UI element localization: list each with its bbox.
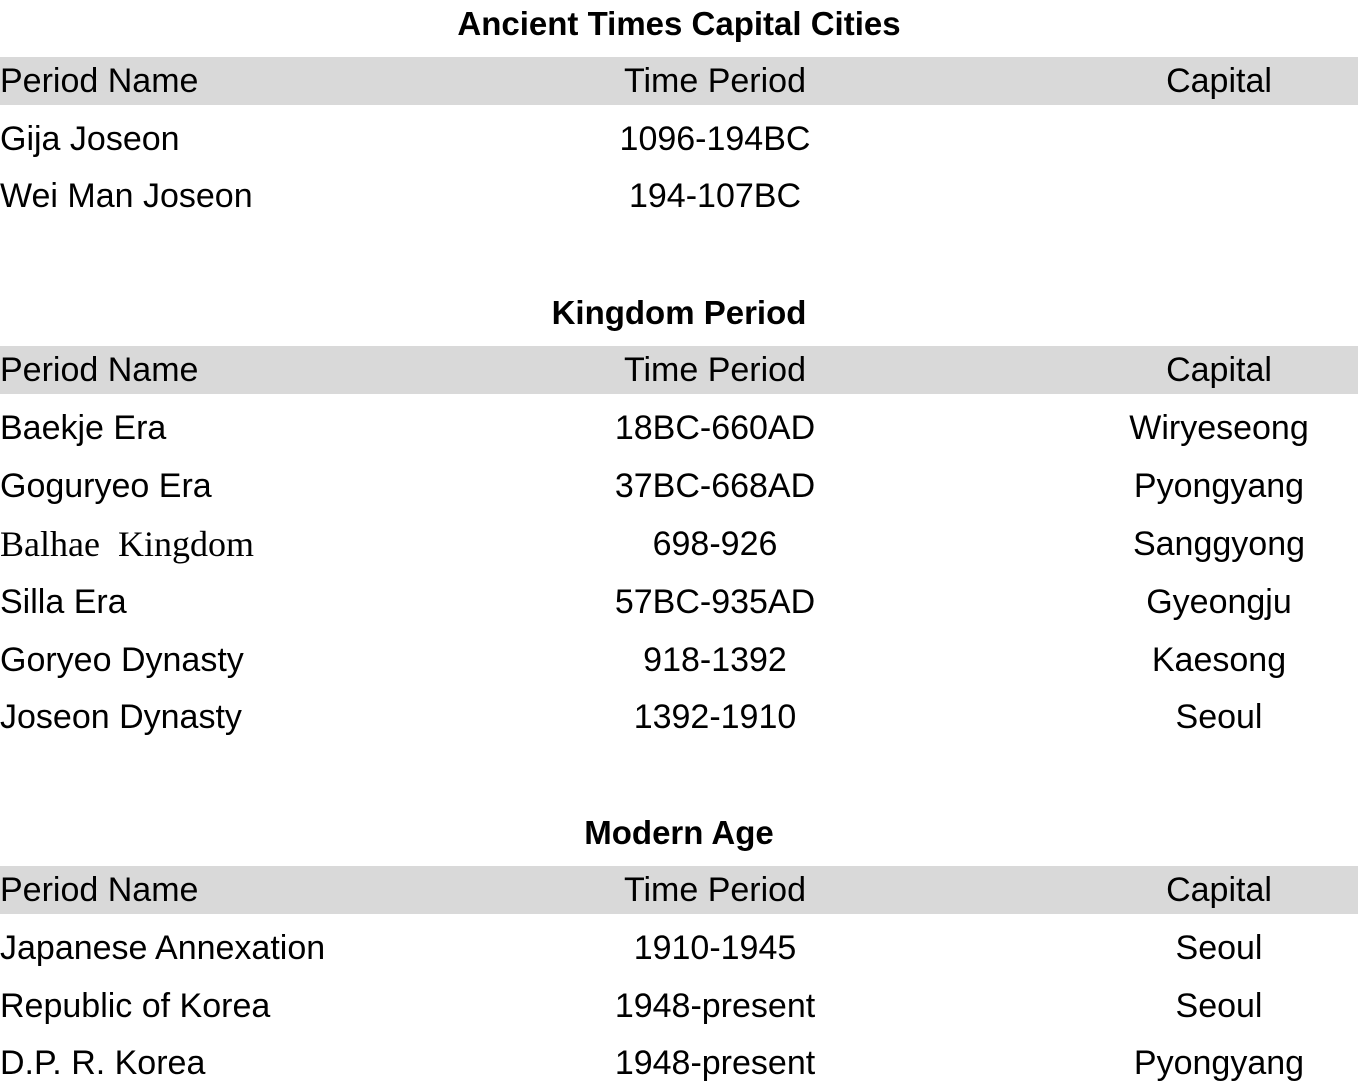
period-name-cell: Wei Man Joseon <box>0 177 253 215</box>
section-title-modern: Modern Age <box>584 814 774 851</box>
table-row <box>0 520 1358 568</box>
table-row <box>0 924 1358 972</box>
time-period-cell: 918-1392 <box>643 641 787 679</box>
capital-cell <box>1080 115 1358 163</box>
time-period-cell: 37BC-668AD <box>614 467 816 505</box>
time-period-cell: 1910-1945 <box>633 929 797 967</box>
section-title-ancient: Ancient Times Capital Cities <box>457 5 901 42</box>
time-period-cell: 1392-1910 <box>633 698 797 736</box>
time-period-cell: 57BC-935AD <box>614 583 816 621</box>
capital-cell: Sanggyong <box>1132 525 1306 563</box>
capital-cell: Seoul <box>1175 929 1263 967</box>
time-period-cell: 698-926 <box>652 525 778 563</box>
capital-cell: Pyongyang <box>1133 467 1305 505</box>
column-header-time-period: Time Period <box>623 62 807 100</box>
time-period-cell: 1948-present <box>614 1044 816 1082</box>
table-row <box>0 172 1358 220</box>
table-header-row <box>0 57 1358 105</box>
table-header-row <box>0 346 1358 394</box>
period-name-cell: Joseon Dynasty <box>0 698 242 736</box>
capital-cell: Gyeongju <box>1146 583 1292 621</box>
table-row <box>0 115 1358 163</box>
section-title-kingdom: Kingdom Period <box>551 294 807 331</box>
table-row <box>0 1039 1358 1087</box>
period-name-cell: Republic of Korea <box>0 987 271 1025</box>
period-name-cell: Goguryeo Era <box>0 467 212 505</box>
period-name-cell: Baekje Era <box>0 409 167 447</box>
capital-cell: Pyongyang <box>1133 1044 1305 1082</box>
column-header-period-name: Period Name <box>0 871 199 909</box>
capital-cell: Kaesong <box>1151 641 1287 679</box>
capital-cell: Seoul <box>1175 698 1263 736</box>
capital-cell <box>1080 172 1358 220</box>
period-name-cell: Balhae Kingdom <box>0 524 254 564</box>
time-period-cell: 1096-194BC <box>619 120 811 158</box>
column-header-period-name: Period Name <box>0 351 199 389</box>
column-header-capital: Capital <box>1166 62 1272 100</box>
table-row <box>0 404 1358 452</box>
column-header-time-period: Time Period <box>623 351 807 389</box>
table-header-row <box>0 866 1358 914</box>
table-row <box>0 982 1358 1030</box>
table-row <box>0 578 1358 626</box>
table-row <box>0 462 1358 510</box>
capital-cell: Wiryeseong <box>1129 409 1309 447</box>
time-period-cell: 1948-present <box>614 987 816 1025</box>
table-row <box>0 693 1358 741</box>
period-name-cell: Silla Era <box>0 583 127 621</box>
column-header-time-period: Time Period <box>623 871 807 909</box>
capital-cell: Seoul <box>1175 987 1263 1025</box>
period-name-cell: Goryeo Dynasty <box>0 641 244 679</box>
column-header-capital: Capital <box>1166 351 1272 389</box>
period-name-cell: D.P. R. Korea <box>0 1044 206 1082</box>
column-header-capital: Capital <box>1166 871 1272 909</box>
column-header-period-name: Period Name <box>0 62 199 100</box>
table-row <box>0 636 1358 684</box>
time-period-cell: 18BC-660AD <box>614 409 816 447</box>
period-name-cell: Gija Joseon <box>0 120 180 158</box>
period-name-cell: Japanese Annexation <box>0 929 326 967</box>
time-period-cell: 194-107BC <box>628 177 801 215</box>
